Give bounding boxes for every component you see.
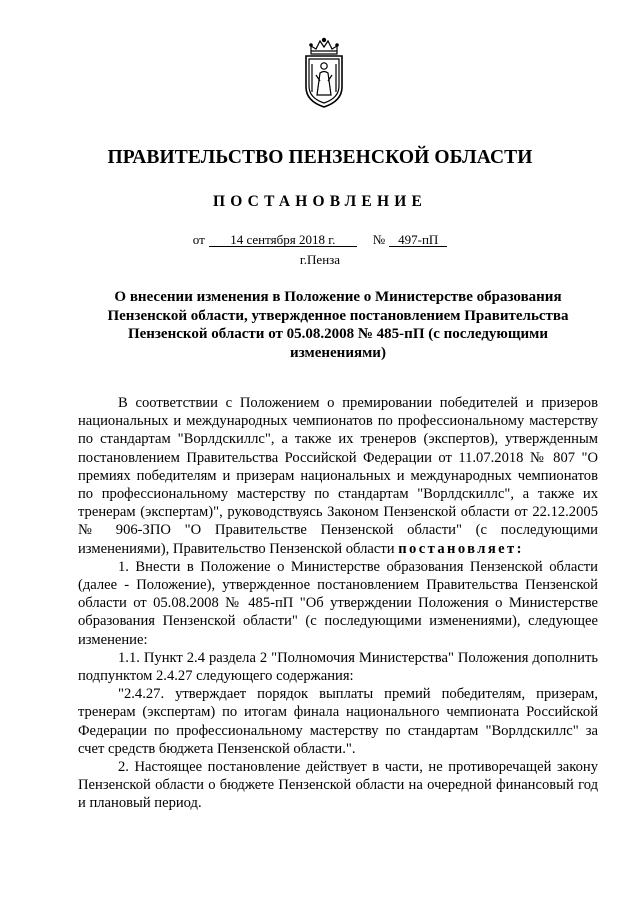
date-number-line xyxy=(0,232,640,248)
date-prefix: от xyxy=(192,232,205,247)
item-1-paragraph: 1. Внести в Положение о Министерстве образования Пензенской области (далее - Положение), утвержденное постановлением Правительства Пензенской области от 05.08.2008 № 485-пП "Об утверждении Положения о Министерстве образования Пензенской области" (с последующими изменениями), следующее изменение: xyxy=(78,558,598,648)
item-2-paragraph: 2. Настоящее постановление действует в части, не противоречащей закону Пензенской области о бюджете Пензенской области на очередной финансовый год и плановый период. xyxy=(78,759,598,812)
document-body xyxy=(78,394,598,813)
preamble-paragraph xyxy=(78,394,598,558)
document-date: 14 сентября 2018 г. xyxy=(209,233,357,247)
government-name: ПРАВИТЕЛЬСТВО ПЕНЗЕНСКОЙ ОБЛАСТИ xyxy=(107,147,533,168)
decree-word: постановляет: xyxy=(398,540,524,557)
item-1-1-paragraph: 1.1. Пункт 2.4 раздела 2 "Полномочия Министерства" Положения дополнить подпунктом 2.4.27 следующего содержания: xyxy=(78,649,598,685)
city: г.Пенза xyxy=(299,252,341,267)
document-subject: О внесении изменения в Положение о Министерстве образования Пензенской области, утвержденное постановлением Правительства Пензенской области от 05.08.2008 № 485-пП (с последующими изменениями) xyxy=(107,289,569,361)
document-type: ПОСТАНОВЛЕНИЕ xyxy=(212,193,428,210)
number-prefix: № xyxy=(372,232,386,247)
coat-of-arms-icon xyxy=(302,37,346,109)
preamble-text: В соответствии с Положением о премировании победителей и призеров национальных и международных чемпионатов по профессиональному мастерству по стандартам "Ворлдскиллс", а также их тренеров (экспертов), утвержденным постановлением Правительства Российской Федерации от 11.07.2018 № 807 "О премиях победителям и призерам национальных и международных чемпионатов по профессиональному мастерству по стандартам "Ворлдскиллс", а также их тренерам (экспертам)", руководствуясь Законом Пензенской области от 22.12.2005 № 906-ЗПО "О Правительстве Пензенской области" (с последующими изменениями), Правительство Пензенской области xyxy=(78,395,598,557)
item-1-1-quote-paragraph: "2.4.27. утверждает порядок выплаты премий победителям, призерам, тренерам (экспертам) по итогам финала национального чемпионата Российской Федерации по профессиональному мастерству по стандартам "Ворлдскиллс" за счет средств бюджета Пензенской области.". xyxy=(78,686,598,757)
document-number: 497-пП xyxy=(389,233,447,247)
